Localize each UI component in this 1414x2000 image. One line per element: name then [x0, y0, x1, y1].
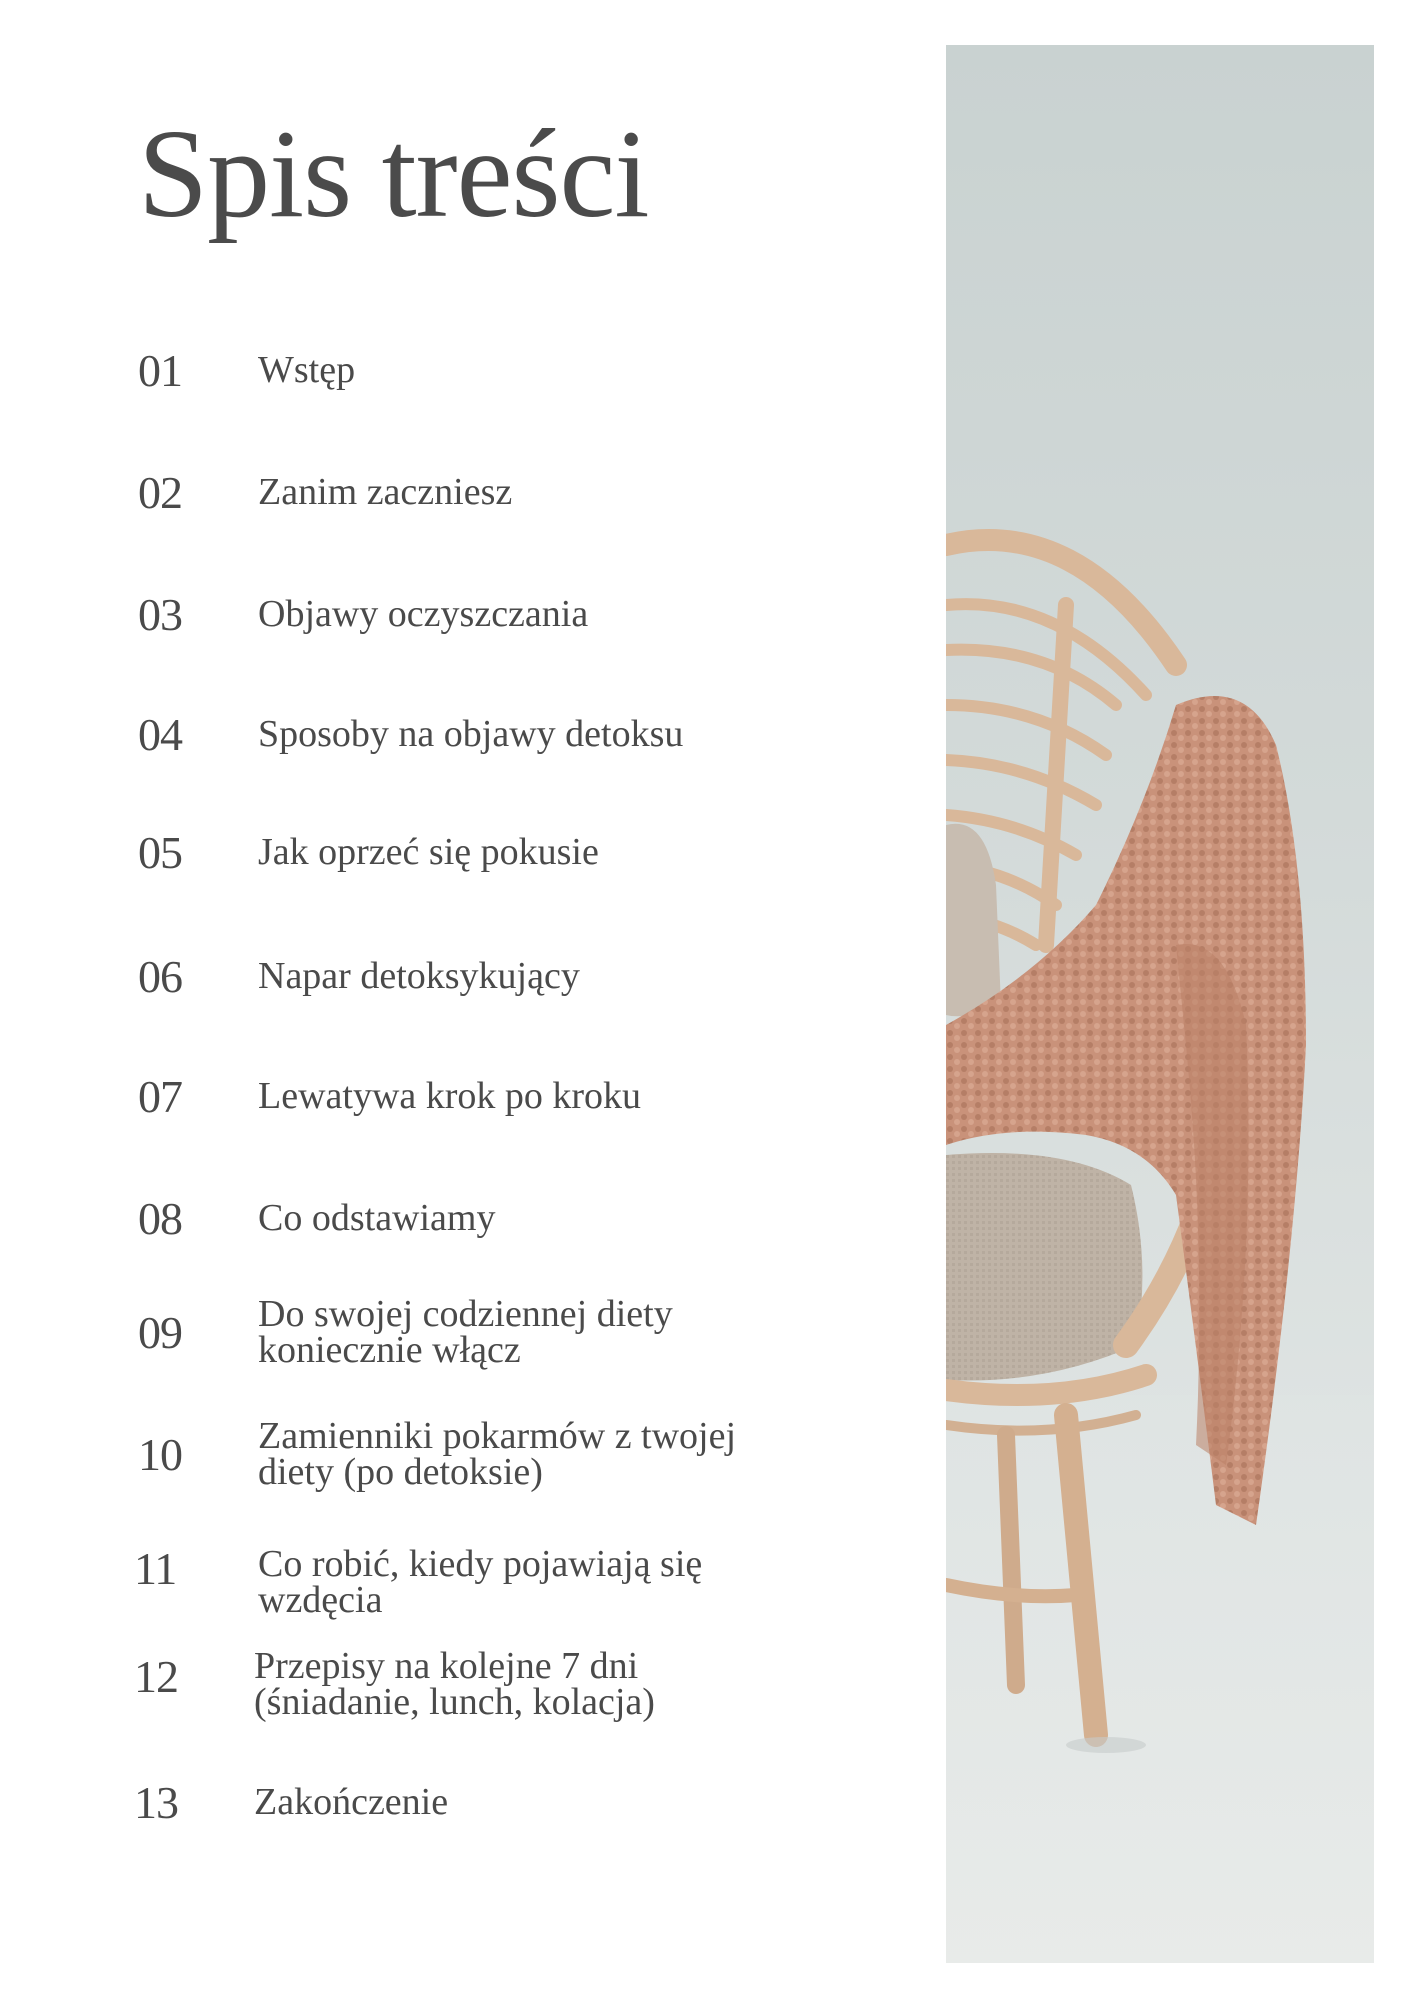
toc-number: 06 [138, 950, 182, 1002]
toc-entry[interactable] [138, 1056, 838, 1136]
toc-label: Zanim zaczniesz [258, 471, 513, 513]
toc-label: Co odstawiamy [258, 1197, 496, 1239]
toc-entry[interactable] [134, 1645, 838, 1728]
toc-entry[interactable] [138, 936, 838, 1016]
toc-number: 05 [138, 826, 182, 878]
rattan-chair-photo [946, 45, 1374, 1963]
toc-label: Wstęp [258, 349, 356, 391]
toc-number: 02 [138, 466, 182, 518]
toc-label: Jak oprzeć się pokusie [258, 831, 599, 873]
toc-label: Sposoby na objawy detoksu [258, 713, 684, 755]
toc-label: Do swojej codziennej diety koniecznie włącz [258, 1293, 673, 1371]
toc-number: 09 [138, 1306, 182, 1358]
toc-number: 12 [134, 1651, 178, 1702]
toc-entry[interactable] [138, 812, 838, 892]
toc-entry[interactable] [138, 694, 838, 774]
toc-number: 07 [138, 1070, 182, 1122]
toc-number: 13 [134, 1776, 178, 1828]
toc-label: Objawy oczyszczania [258, 593, 589, 635]
toc-entry[interactable] [134, 1543, 838, 1626]
toc-entry[interactable] [138, 452, 838, 532]
chair-illustration [946, 45, 1374, 1963]
toc-label: Zakończenie [254, 1781, 449, 1823]
toc-number: 04 [138, 708, 182, 760]
toc-label: Zamienniki pokarmów z twojej diety (po detoksie) [258, 1415, 737, 1493]
toc-label: Przepisy na kolejne 7 dni (śniadanie, lunch, kolacja) [254, 1645, 655, 1723]
toc-number: 08 [138, 1192, 182, 1244]
toc-number: 01 [138, 344, 182, 396]
toc-entry[interactable] [134, 1762, 838, 1842]
toc-entry[interactable] [138, 1414, 838, 1494]
toc-number: 03 [138, 588, 182, 640]
toc-label: Co robić, kiedy pojawiają się wzdęcia [258, 1543, 703, 1621]
toc-entry[interactable] [138, 1178, 838, 1258]
toc-label: Napar detoksykujący [258, 955, 580, 997]
toc-entry[interactable] [138, 330, 838, 410]
toc-entry[interactable] [138, 574, 838, 654]
toc-label: Lewatywa krok po kroku [258, 1075, 642, 1117]
page-title: Spis treści [138, 105, 649, 244]
toc-number: 10 [138, 1428, 182, 1480]
toc-number: 11 [134, 1543, 177, 1594]
toc-entry[interactable] [138, 1292, 838, 1372]
